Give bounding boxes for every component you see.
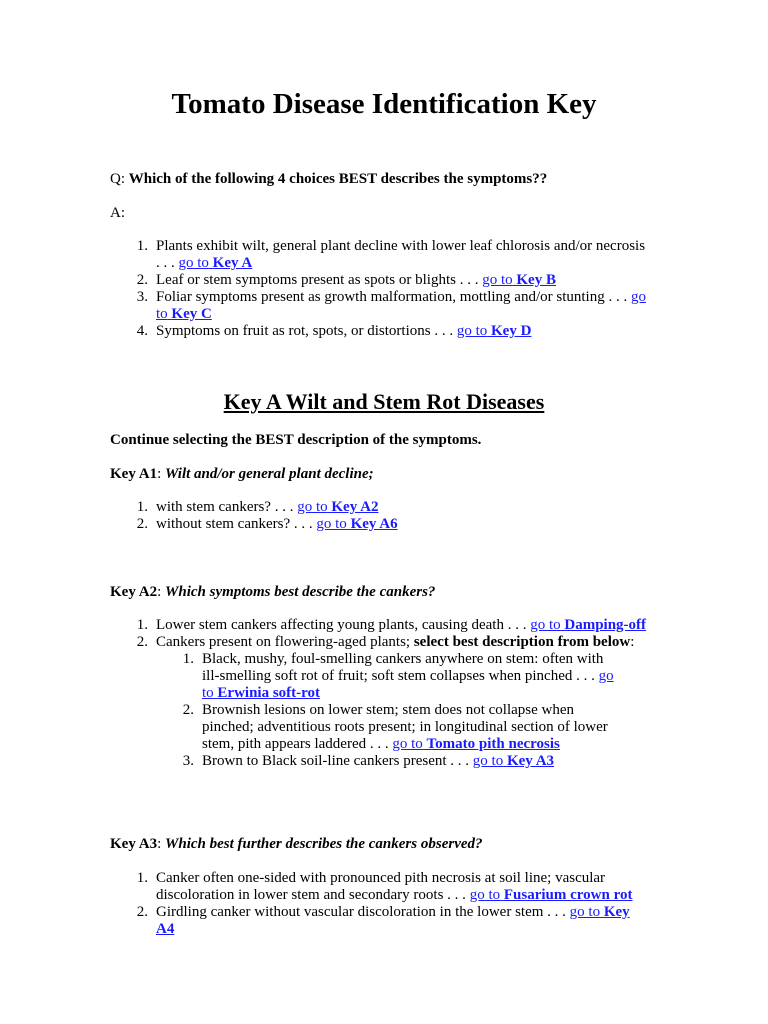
- choice-text: Plants exhibit wilt, general plant decline with lower leaf chlorosis and/or necrosis . . .: [156, 238, 646, 271]
- question-line: [110, 171, 547, 188]
- list-number: 2.: [136, 516, 148, 532]
- list-item: [110, 323, 650, 340]
- go-to-damping-off-link[interactable]: go to Damping-off: [530, 617, 647, 633]
- go-to-key-a2-link[interactable]: go to Key A2: [297, 499, 379, 515]
- go-to-key-a3-link[interactable]: go to Key A3: [472, 753, 555, 769]
- list-number: 3.: [182, 753, 194, 769]
- key-a1-choice-list: [110, 499, 650, 533]
- list-item: [110, 516, 650, 533]
- choice-text: Cankers present on flowering-aged plants;: [156, 634, 411, 650]
- go-to-fusarium-crown-rot-link[interactable]: go to Fusarium crown rot: [469, 887, 633, 903]
- go-to-erwinia-soft-rot-link[interactable]: go to Erwinia soft-rot: [202, 668, 614, 701]
- list-number: 1.: [182, 651, 194, 667]
- question-text: Which of the following 4 choices BEST describes the symptoms??: [128, 171, 548, 187]
- list-number: 4.: [136, 323, 148, 339]
- key-a1-heading: Key A1: Wilt and/or general plant decline;: [110, 466, 374, 482]
- key-a1-label: Key A1: [110, 466, 158, 482]
- choice-text: with stem cankers? . . .: [156, 499, 294, 515]
- list-number: 1.: [136, 499, 148, 515]
- key-a2-choice-list: [110, 617, 650, 770]
- list-number: 2.: [136, 634, 148, 650]
- choice-text: Canker often one-sided with pronounced pith necrosis at soil line; vascular discoloration in lower stem and secondary roots . . .: [156, 870, 606, 903]
- choice-text: Lower stem cankers affecting young plants, causing death . . .: [156, 617, 527, 633]
- list-item: [110, 904, 650, 938]
- key-a3-heading: Key A3: Which best further describes the cankers observed?: [110, 836, 483, 852]
- choice-text: Black, mushy, foul-smelling cankers anywhere on stem: often with ill-smelling soft rot of fruit; soft stem collapses when pinched . . .: [202, 651, 604, 684]
- list-number: 1.: [136, 870, 148, 886]
- main-choice-list: [110, 238, 650, 340]
- choice-emphasis: select best description from below: [413, 634, 631, 650]
- list-item: [110, 870, 650, 904]
- list-number: 3.: [136, 289, 148, 305]
- key-a1-prompt: Wilt and/or general plant decline;: [165, 466, 374, 482]
- question-prefix: Q:: [110, 171, 125, 187]
- go-to-key-a4-link[interactable]: go to Key A4: [156, 904, 630, 937]
- list-number: 2.: [136, 904, 148, 920]
- list-item: 2. Cankers present on flowering-aged plants; select best description from below: 1. Black, mushy, foul-smelling cankers anywhere on stem: often with ill-smelling soft rot of fruit; soft stem collapses when pinched . . . go to Erwinia soft-rot 2. Brownish lesions on lower stem; stem does not collapse when pinched; adventitious roots present; in longitudinal section of lower stem, pith appears laddered . . . go to Tomato pith necrosis 3. Brown to Black soil-line cankers present . . . go to Key A3: [110, 634, 650, 770]
- list-item: [110, 289, 650, 323]
- key-a2-label: Key A2: [110, 584, 158, 600]
- list-item: [156, 702, 616, 753]
- choice-text: Leaf or stem symptoms present as spots or blights . . .: [156, 272, 479, 288]
- list-number: 2.: [182, 702, 194, 718]
- key-a-instruction: Continue selecting the BEST description of the symptoms.: [110, 432, 482, 448]
- list-item: [156, 651, 616, 702]
- key-a3-label: Key A3: [110, 836, 158, 852]
- key-a2-heading: Key A2: Which symptoms best describe the cankers?: [110, 584, 436, 600]
- key-a-heading: Key A Wilt and Stem Rot Diseases: [223, 389, 545, 414]
- choice-text: Foliar symptoms present as growth malformation, mottling and/or stunting . . .: [156, 289, 628, 305]
- answer-label: A:: [110, 205, 125, 221]
- go-to-key-a6-link[interactable]: go to Key A6: [316, 516, 398, 532]
- list-number: 1.: [136, 617, 148, 633]
- list-number: 1.: [136, 238, 148, 254]
- go-to-key-a-link[interactable]: go to Key A: [178, 255, 253, 271]
- list-item: [110, 272, 650, 289]
- choice-text: Brown to Black soil-line cankers present . . .: [202, 753, 470, 769]
- key-a2-prompt: Which symptoms best describe the cankers?: [165, 584, 436, 600]
- list-item: [110, 617, 650, 634]
- key-a3-prompt: Which best further describes the cankers observed?: [165, 836, 483, 852]
- list-number: 2.: [136, 272, 148, 288]
- choice-text: Brownish lesions on lower stem; stem does not collapse when pinched; adventitious roots present; in longitudinal section of lower stem, pith appears laddered . . .: [202, 702, 608, 752]
- go-to-key-c-link[interactable]: go to Key C: [156, 289, 646, 322]
- list-item: [156, 753, 616, 770]
- go-to-key-b-link[interactable]: go to Key B: [482, 272, 556, 288]
- choice-text: without stem cankers? . . .: [156, 516, 313, 532]
- list-item: [110, 499, 650, 516]
- go-to-tomato-pith-necrosis-link[interactable]: go to Tomato pith necrosis: [392, 736, 560, 752]
- go-to-key-d-link[interactable]: go to Key D: [456, 323, 532, 339]
- page-title: Tomato Disease Identification Key: [171, 88, 597, 120]
- list-item: [110, 238, 650, 272]
- key-a3-choice-list: [110, 870, 650, 938]
- choice-text: Girdling canker without vascular discoloration in the lower stem . . .: [156, 904, 566, 920]
- key-a2-sub-list: [156, 651, 616, 770]
- choice-text: Symptoms on fruit as rot, spots, or distortions . . .: [156, 323, 454, 339]
